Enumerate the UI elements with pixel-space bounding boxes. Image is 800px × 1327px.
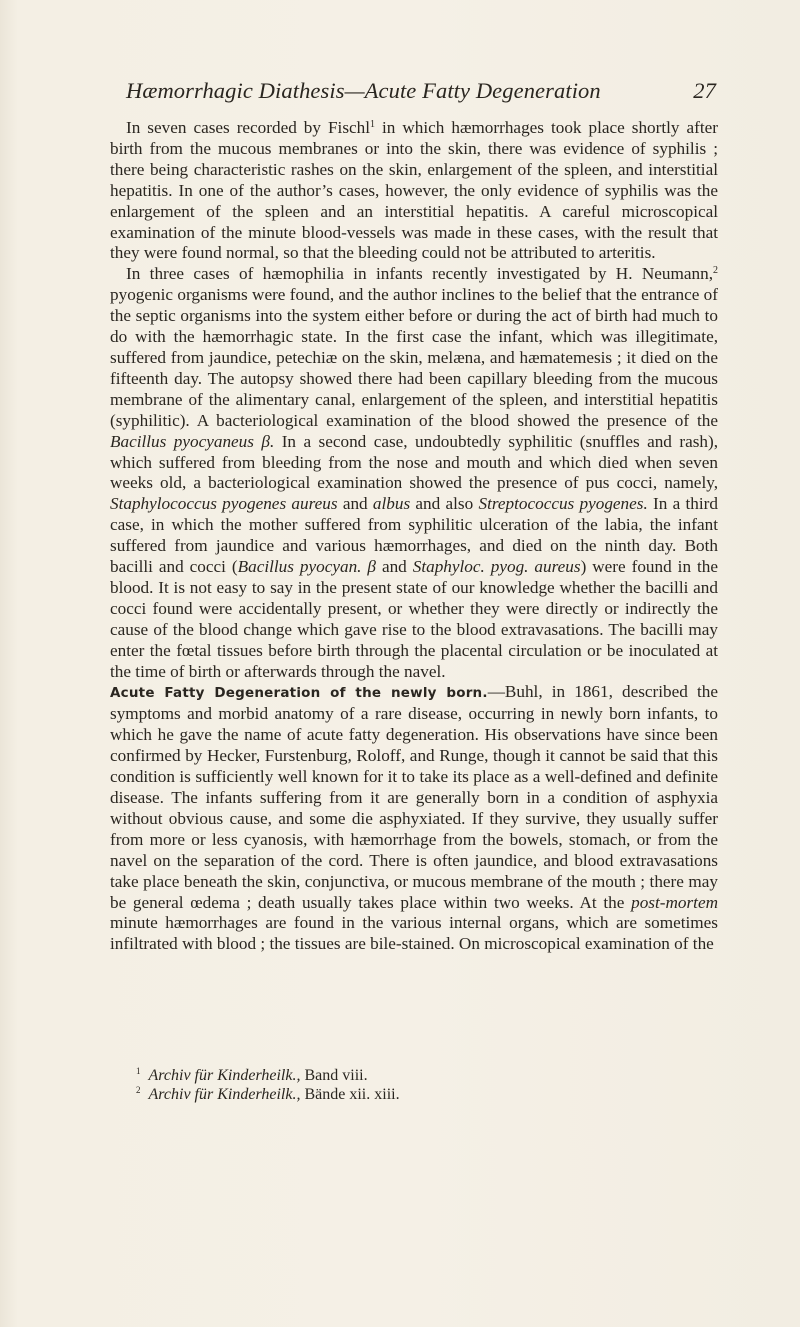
footnote: $^1$ Archiv für Kinderheilk., Band viii. — [136, 1066, 368, 1084]
footnote-ref: 1 — [370, 119, 376, 130]
paragraph-neumann: In three cases of hæmophilia in infants recently investigated by H. Neumann,$^2$ pyogenic organisms were found, and the author inclines to the belief that the entrance of the septic organisms into the system either before or during the act of birth had much to do with the hæmorrhagic state. In the first case the infant, which was illegitimate, suffered from jaundice, petechiæ on the skin, melæna, and hæmatemesis ; it died on the fifteenth day. The autopsy showed there had been capillary bleeding from the mucous membrane of the alimentary canal, enlargement of the spleen, and interstitial hepatitis (syphilitic). A bacteriological examination of the blood showed the presence of the Bacillus pyocyaneus β. In a second case, undoubtedly syphilitic (snuffles and rash), which suffered from bleeding from the nose and mouth and which died when seven weeks old, a bacteriological examination showed the presence of pus cocci, namely, Staphylococcus pyogenes aureus and albus and also Streptococcus pyogenes. In a third case, in which the mother suffered from syphilitic ulceration of the labia, the infant suffered from jaundice and various hæmorrhages, and died on the ninth day. Both bacilli and cocci (Bacillus pyocyan. β and Staphyloc. pyog. aureus) were found in the blood. It is not easy to say in the present state of our knowledge whether the bacilli and cocci found were accidentally present, or whether they were directly or indirectly the cause of the blood change which gave rise to the blood extravasations. The bacilli may enter the fœtal tissues before birth through the placental circulation or be inoculated at the time of birth or afterwards through the navel. — [110, 264, 718, 681]
paragraph-fischl: In seven cases recorded by Fischl$^1$ in which hæmorrhages took place shortly after birth from the mucous membranes or into the skin, there was evidence of syphilis ; there being characteristic rashes on the skin, enlargement of the spleen, and interstitial hepatitis. In one of the author’s cases, however, the only evidence of syphilis was the enlargement of the spleen and an interstitial hepatitis. A careful microscopical examination of the minute blood-vessels was made in these cases, with the result that they were found normal, so that the bleeding could not be attributed to arteritis. — [110, 118, 718, 263]
page-number: 27 — [693, 78, 716, 103]
running-header — [126, 78, 716, 104]
paragraph-acute-fatty-degeneration: Acute Fatty Degeneration of the newly born.—Buhl, in 1861, described the symptoms and morbid anatomy of a rare disease, occurring in newly born infants, to which he gave the name of acute fatty degeneration. His observations have since been confirmed by Hecker, Furstenburg, Roloff, and Runge, though it cannot be said that this condition is sufficiently well known for it to take its place as a well-defined and definite disease. The infants suffering from it are generally born in a condition of asphyxia without obvious cause, and some die asphyxiated. If they survive, they usually suffer from more or less cyanosis, with hæmorrhage from the bowels, stomach, or from the navel on the separation of the cord. There is often jaundice, and blood extravasations take place beneath the skin, conjunctiva, or mucous membrane of the mouth ; there may be general œdema ; death usually takes place within two weeks. At the post-mortem minute hæmorrhages are found in the various internal organs, which are sometimes infiltrated with blood ; the tissues are bile-stained. On microscopical examination of the — [110, 682, 718, 954]
footnotes — [136, 1066, 696, 1104]
footnote: $^2$ Archiv für Kinderheilk., Bände xii. xiii. — [136, 1085, 400, 1103]
body-text — [110, 118, 718, 955]
running-title: Hæmorrhagic Diathesis—Acute Fatty Degeneration — [126, 78, 601, 103]
footnote-ref: 2 — [713, 265, 718, 277]
section-heading: Acute Fatty Degeneration of the newly born. — [110, 685, 488, 702]
